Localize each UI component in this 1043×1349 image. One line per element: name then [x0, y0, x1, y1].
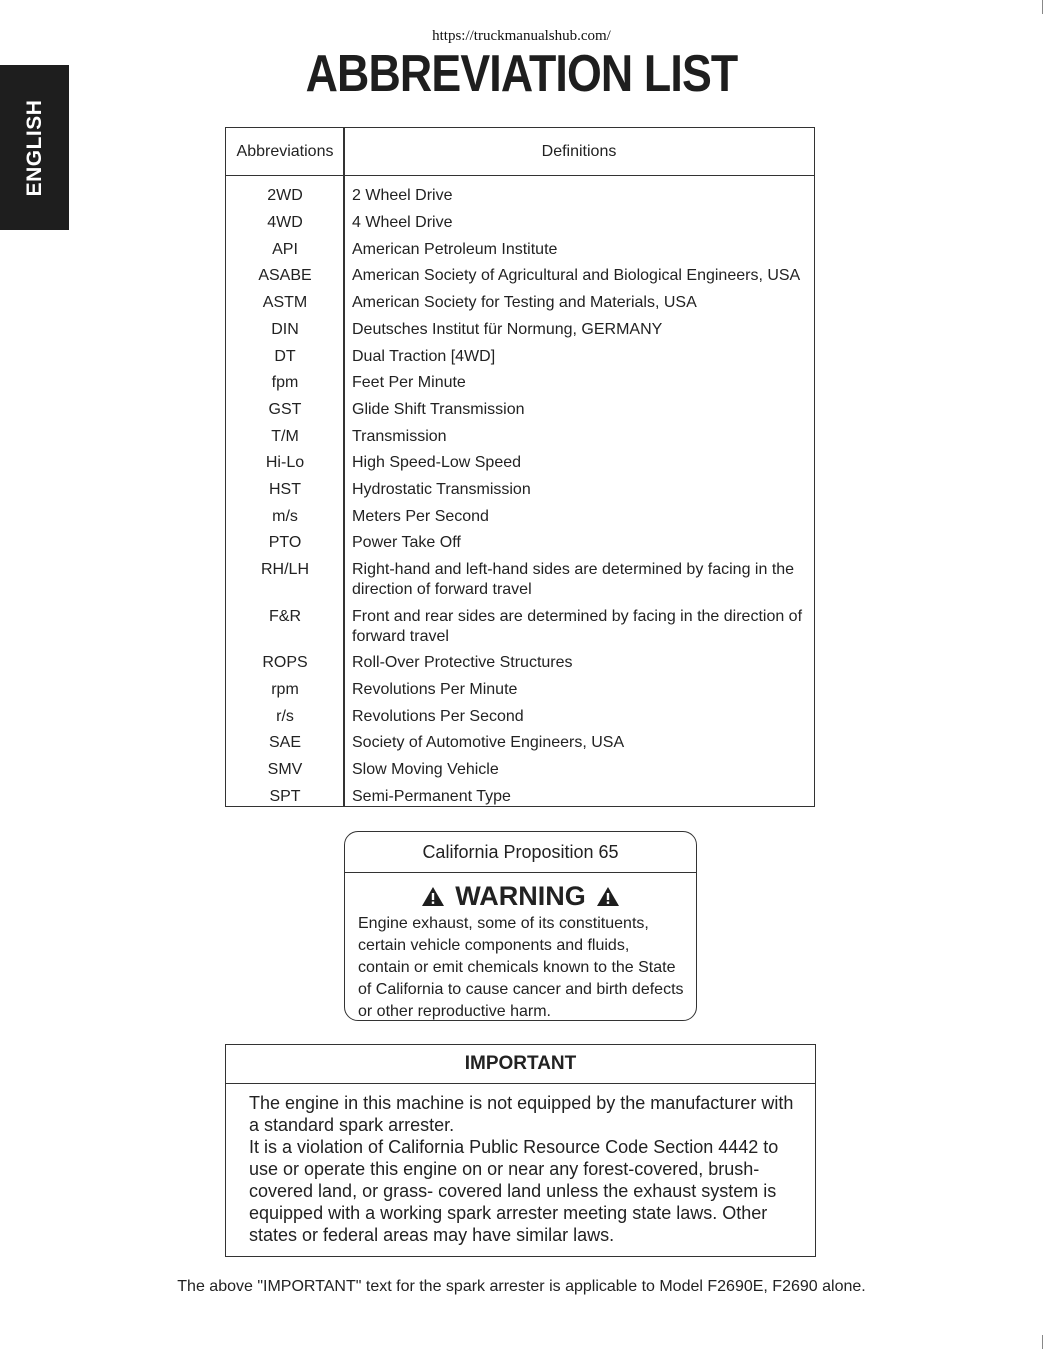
table-row [226, 650, 814, 677]
definition-cell: Society of Automotive Engineers, USA [352, 734, 625, 752]
definition-cell: Right-hand and left-hand sides are determined by facing in the direction of forward travel [352, 561, 795, 599]
definition-cell: American Society for Testing and Materials, USA [352, 294, 697, 312]
table-header [226, 128, 814, 176]
table-row [226, 290, 814, 317]
important-box [225, 1044, 816, 1257]
abbreviation-cell: T/M [271, 427, 299, 445]
definition-cell: High Speed-Low Speed [352, 454, 522, 472]
table-row [226, 757, 814, 784]
table-row [226, 183, 814, 210]
table-row [226, 703, 814, 730]
definition-cell: Roll-Over Protective Structures [352, 654, 573, 672]
table-row [226, 783, 814, 810]
abbreviation-cell: F&R [269, 607, 301, 625]
definition-cell: Meters Per Second [352, 507, 489, 525]
definition-cell: Power Take Off [352, 534, 461, 552]
table-row [226, 503, 814, 530]
table-row [226, 450, 814, 477]
table-row [226, 316, 814, 343]
abbreviation-cell: DIN [271, 320, 299, 338]
warning-text: Engine exhaust, some of its constituents, certain vehicle components and fluids, contain or emit chemicals known to the State of California to cause cancer and birth defects or other reproductive harm. [358, 915, 684, 1020]
important-paragraph-1: The engine in this machine is not equipped by the manufacturer with a standard spark arrester. [249, 1093, 794, 1135]
warning-triangle-icon [596, 883, 620, 913]
warning-title: WARNING [455, 881, 586, 911]
important-heading: IMPORTANT [226, 1045, 815, 1084]
important-paragraph-2: It is a violation of California Public Resource Code Section 4442 to use or operate this engine on or near any forest-covered, brush-covered land, or grass- covered land unless the exhaust system is equipped with a working spark arrester meeting state laws. Other states or federal areas may have similar laws. [249, 1137, 779, 1245]
definition-cell: Dual Traction [4WD] [352, 347, 496, 365]
table-row [226, 236, 814, 263]
warning-title-row [345, 881, 696, 913]
abbreviation-cell: rpm [271, 681, 299, 699]
abbreviation-cell: DT [274, 347, 296, 365]
abbreviation-cell: fpm [271, 374, 299, 392]
table-row [226, 557, 814, 604]
abbreviation-cell: SMV [267, 761, 303, 779]
page-title: ABBREVIATION LIST [305, 45, 738, 103]
table-row [226, 210, 814, 237]
table-row [226, 343, 814, 370]
header-definitions: Definitions [541, 142, 617, 160]
definition-cell: Semi-Permanent Type [352, 787, 511, 805]
abbreviation-cell: ASABE [258, 267, 312, 285]
definition-cell: 2 Wheel Drive [352, 187, 453, 205]
definition-cell: Slow Moving Vehicle [352, 761, 499, 779]
table-row [226, 730, 814, 757]
table-row [226, 477, 814, 504]
definition-cell: American Society of Agricultural and Biological Engineers, USA [352, 267, 801, 285]
abbreviation-cell: API [272, 240, 298, 258]
language-tab-label: ENGLISH [22, 99, 46, 196]
abbreviation-cell: 4WD [267, 214, 303, 232]
abbreviation-cell: 2WD [267, 187, 303, 205]
definition-cell: Feet Per Minute [352, 374, 466, 392]
language-tab [0, 65, 69, 230]
abbreviation-cell: ROPS [262, 654, 308, 672]
abbreviation-cell: SPT [269, 787, 301, 805]
table-row [226, 603, 814, 650]
column-divider [343, 128, 345, 806]
table-row [226, 263, 814, 290]
abbreviation-table [225, 127, 815, 807]
definition-cell: Glide Shift Transmission [352, 400, 525, 418]
table-row [226, 397, 814, 424]
abbreviation-cell: Hi-Lo [265, 454, 305, 472]
definition-cell: 4 Wheel Drive [352, 214, 453, 232]
definition-cell: Transmission [352, 427, 447, 445]
table-row [226, 370, 814, 397]
abbreviation-cell: GST [268, 400, 302, 418]
footer-note: The above "IMPORTANT" text for the spark arrester is applicable to Model F2690E, F2690 alone. [177, 1278, 866, 1295]
definition-cell: Front and rear sides are determined by facing in the direction of forward travel [352, 607, 803, 645]
abbreviation-cell: m/s [272, 507, 298, 525]
abbreviation-cell: r/s [276, 707, 294, 725]
abbreviation-cell: ASTM [262, 294, 308, 312]
abbreviation-cell: SAE [268, 734, 301, 752]
abbreviation-cell: RH/LH [260, 561, 309, 579]
definition-cell: Revolutions Per Second [352, 707, 524, 725]
table-row [226, 423, 814, 450]
abbreviation-cell: HST [269, 480, 301, 498]
source-url[interactable]: https://truckmanualshub.com/ [432, 28, 611, 44]
definition-cell: American Petroleum Institute [352, 240, 558, 258]
definition-cell: Hydrostatic Transmission [352, 480, 531, 498]
prop65-warning-box [344, 831, 697, 1021]
abbreviation-cell: PTO [268, 534, 302, 552]
table-row [226, 530, 814, 557]
warning-triangle-icon [421, 883, 445, 913]
definition-cell: Revolutions Per Minute [352, 681, 518, 699]
table-body [226, 176, 814, 810]
definition-cell: Deutsches Institut für Normung, GERMANY [352, 320, 663, 338]
header-abbreviations: Abbreviations [236, 142, 334, 160]
important-text [226, 1084, 815, 1246]
table-row [226, 677, 814, 704]
warning-heading: California Proposition 65 [345, 832, 696, 873]
